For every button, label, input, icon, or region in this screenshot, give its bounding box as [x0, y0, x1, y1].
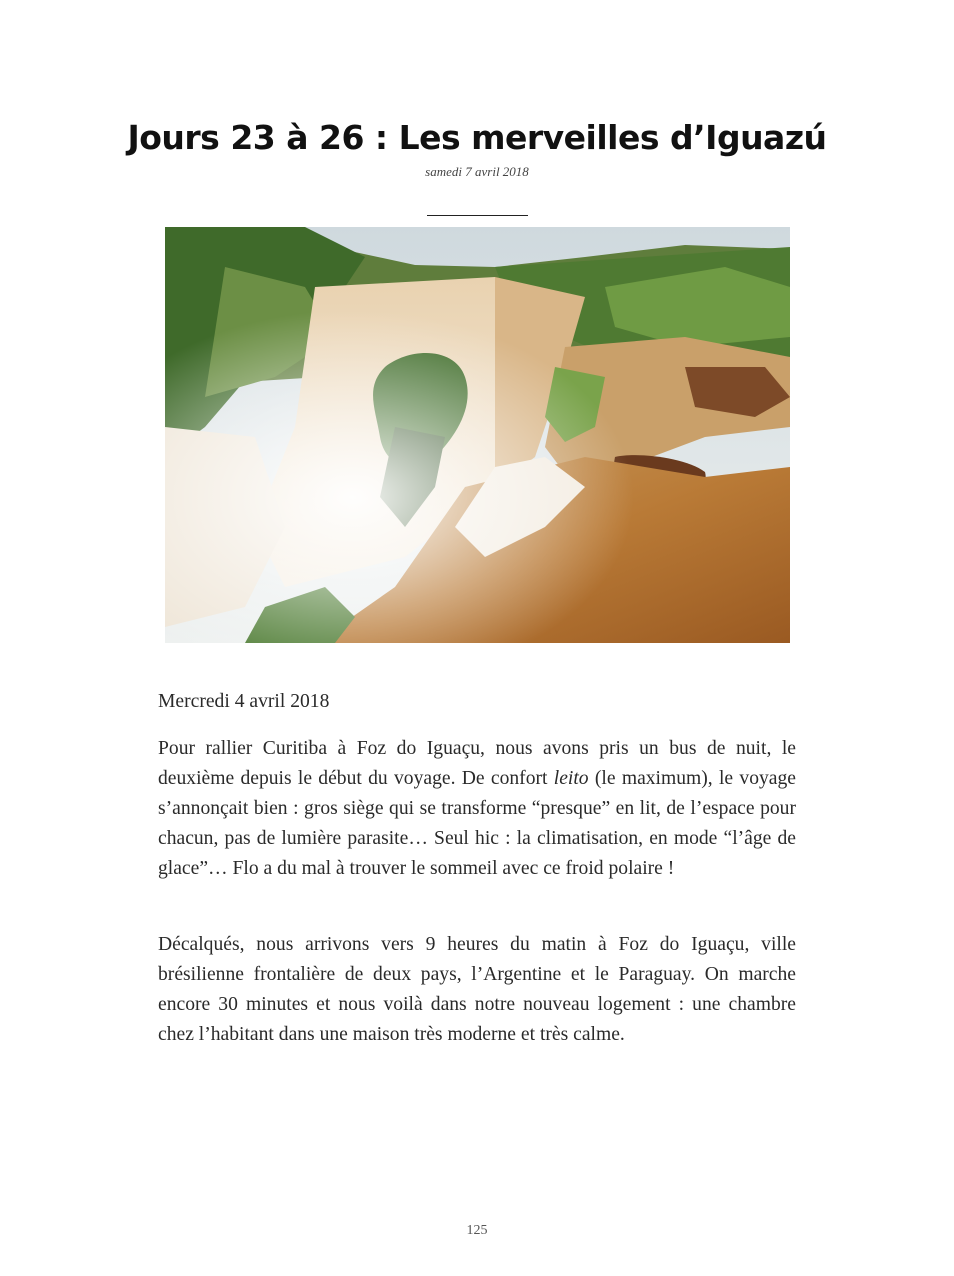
waterfall-photo: [165, 227, 790, 643]
paragraph-text: Pour rallier Curitiba à Foz do Iguaçu, nous avons pris un bus de nuit, le deuxième depuis le début du voyage. De confort: [158, 738, 796, 789]
separator-rule: [427, 215, 528, 216]
page-title: Jours 23 à 26 : Les merveilles d’Iguazú: [127, 118, 827, 157]
paragraph-text: (le maximum), le voyage s’annonçait bien : gros siège qui se transforme “presque” en lit, de l’espace pour chacun, pas de lumière parasite… Seul hic : la climatisation, en mode “l’âge de glace”… Flo a du mal à trouver le sommeil avec ce froid polaire !: [158, 768, 796, 879]
day-heading: Mercredi 4 avril 2018: [158, 691, 330, 712]
paragraph-arrival: Décalqués, nous arrivons vers 9 heures du matin à Foz do Iguaçu, ville brésilienne frontalière de deux pays, l’Argentine et le Paraguay. On marche encore 30 minutes et nous voilà dans notre nouveau logement : une chambre chez l’habitant dans une maison très moderne et très calme.: [158, 934, 796, 1045]
paragraph-bus-journey: [158, 734, 796, 884]
article-date: samedi 7 avril 2018: [425, 164, 529, 179]
italic-term: leito: [553, 768, 589, 789]
page-number: 125: [466, 1223, 488, 1238]
